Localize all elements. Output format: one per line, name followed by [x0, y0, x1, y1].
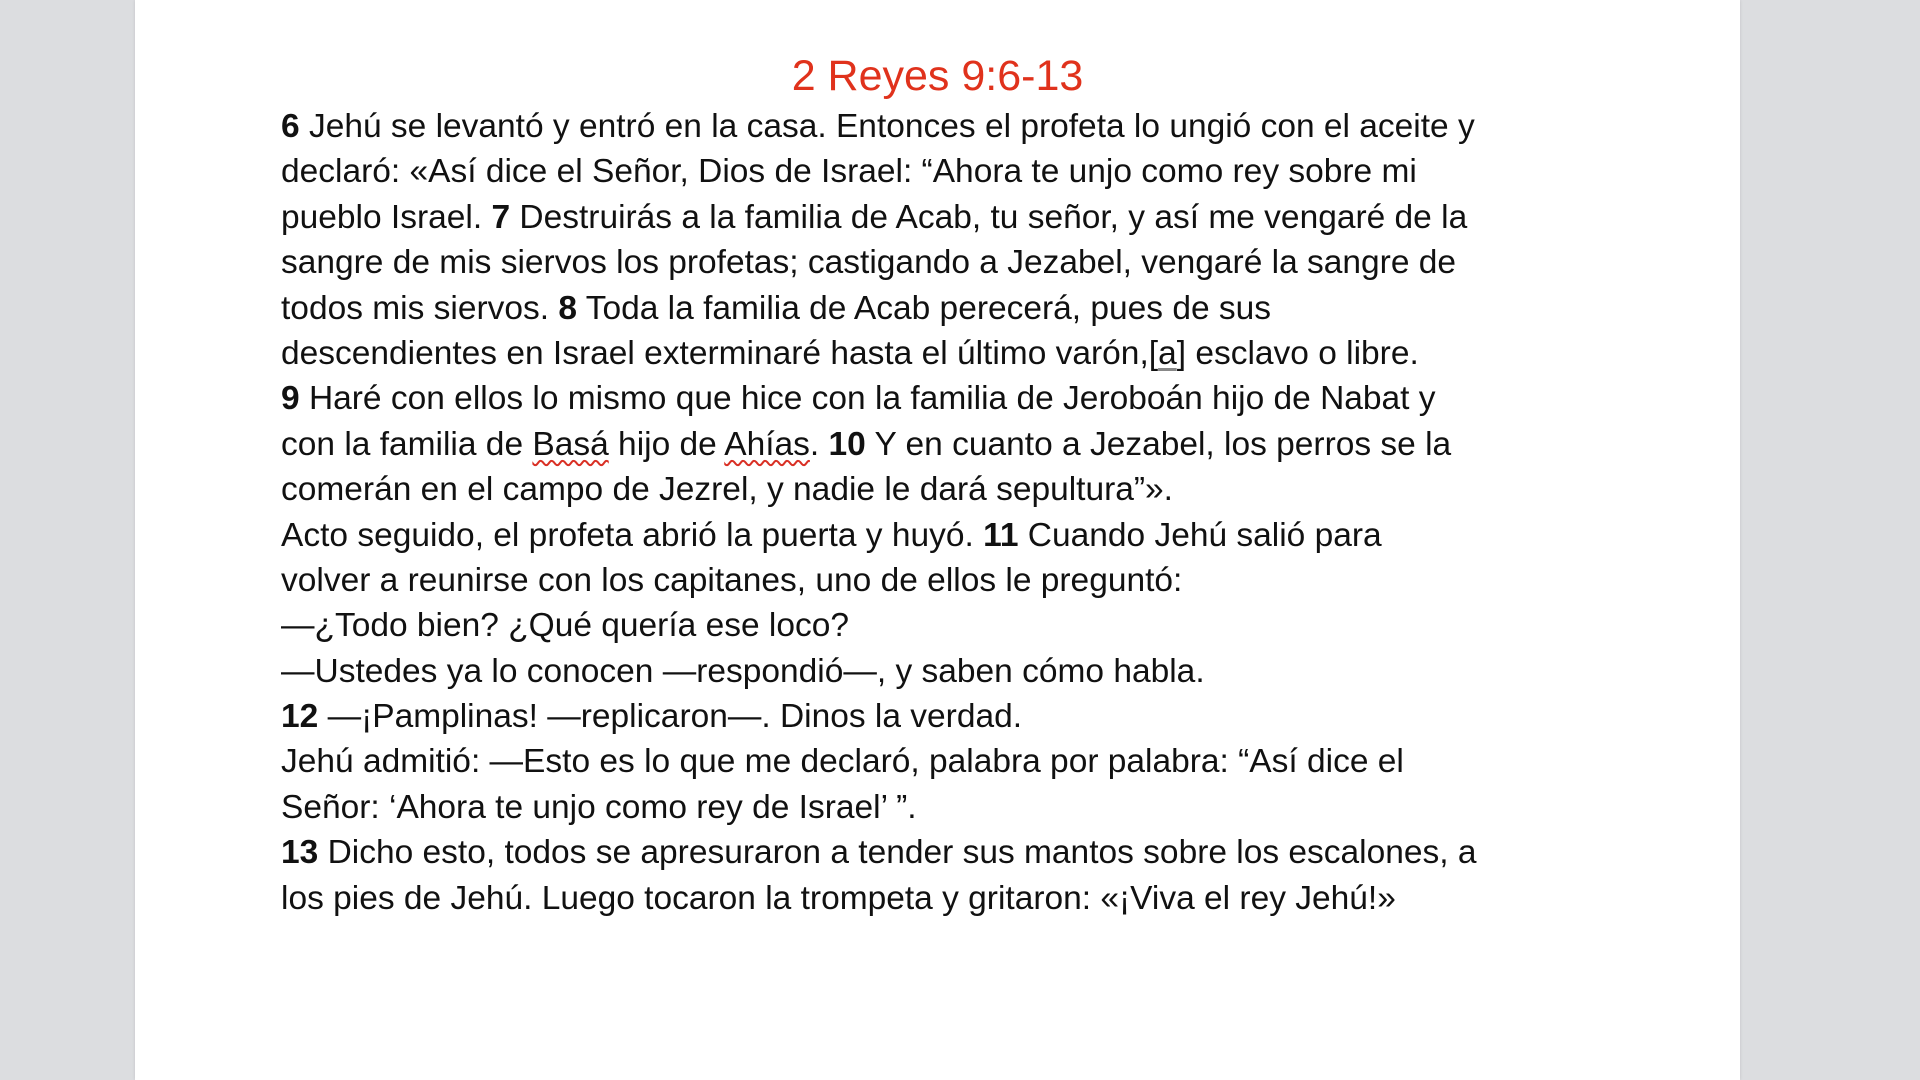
verse-number: 11: [983, 516, 1019, 554]
passage-title: 2 Reyes 9:6-13: [791, 52, 1084, 100]
verse-text: Jehú se levantó y entró en la casa. Entonces el profeta lo ungió con el aceite y: [299, 108, 1475, 145]
text-line: [281, 694, 1741, 739]
verse-text: Cuando Jehú salió para: [1018, 516, 1382, 554]
verse-text: Haré con ellos lo mismo que hice con la familia de Jeroboán hijo de Nabat y: [299, 380, 1436, 418]
verse-text: —¡Pamplinas! —replicaron—. Dinos la verdad.: [318, 698, 1023, 736]
verse-text: Toda la familia de Acab perecerá, pues de sus: [577, 289, 1272, 327]
verse-text: .: [809, 425, 829, 463]
verse-number: 8: [558, 289, 578, 327]
text-line: sangre de mis siervos los profetas; castigando a Jezabel, vengaré la sangre de: [281, 244, 1457, 282]
verse-number: 12: [281, 698, 319, 736]
footnote-link[interactable]: a: [1158, 334, 1177, 372]
text-line: [281, 331, 1741, 376]
text-line: [281, 830, 1741, 875]
text-line: declaró: «Así dice el Señor, Dios de Israel: “Ahora te unjo como rey sobre mi: [281, 153, 1417, 191]
text-line: [281, 104, 1741, 149]
text-line: —Ustedes ya lo conocen —respondió—, y saben cómo habla.: [281, 652, 1205, 690]
verse-text: todos mis siervos.: [281, 289, 559, 327]
verse-text: Destruirás a la familia de Acab, tu señor, y así me vengaré de la: [510, 198, 1468, 236]
text-line: [281, 422, 1741, 467]
verse-number: 6: [281, 108, 300, 145]
verse-text: con la familia de: [281, 425, 533, 463]
text-line: [281, 376, 1741, 421]
text-line: los pies de Jehú. Luego tocaron la trompeta y gritaron: «¡Viva el rey Jehú!»: [281, 879, 1396, 917]
verse-number: 7: [491, 198, 511, 236]
verse-text: pueblo Israel.: [281, 198, 492, 236]
verse-number: 9: [281, 380, 300, 418]
text-line: volver a reunirse con los capitanes, uno de ellos le preguntó:: [281, 561, 1183, 599]
spelling-flagged-word: Ahías: [724, 425, 810, 463]
verse-text: Y en cuanto a Jezabel, los perros se la: [865, 425, 1452, 463]
text-line: —¿Todo bien? ¿Qué quería ese loco?: [281, 607, 849, 645]
text-line: [281, 195, 1741, 240]
verse-text: hijo de: [608, 425, 725, 463]
verse-text: Dicho esto, todos se apresuraron a tender sus mantos sobre los escalones, a: [318, 834, 1477, 872]
text-line: comerán en el campo de Jezrel, y nadie le dará sepultura”».: [281, 471, 1173, 509]
text-line: Jehú admitió: —Esto es lo que me declaró, palabra por palabra: “Así dice el: [281, 743, 1404, 781]
verse-number: 10: [828, 425, 866, 463]
verse-text: Acto seguido, el profeta abrió la puerta y huyó.: [281, 516, 984, 554]
verse-number: 13: [281, 834, 319, 872]
document-page: [135, 0, 1740, 1080]
verse-text: descendientes en Israel exterminaré hasta el último varón,[: [281, 334, 1159, 372]
passage-text: [281, 104, 1741, 921]
verse-text: ] esclavo o libre.: [1176, 334, 1419, 372]
text-line: [281, 513, 1741, 558]
spelling-flagged-word: Basá: [532, 425, 609, 463]
text-line: Señor: ‘Ahora te unjo como rey de Israel’ ”.: [281, 788, 917, 826]
text-line: [281, 286, 1741, 331]
